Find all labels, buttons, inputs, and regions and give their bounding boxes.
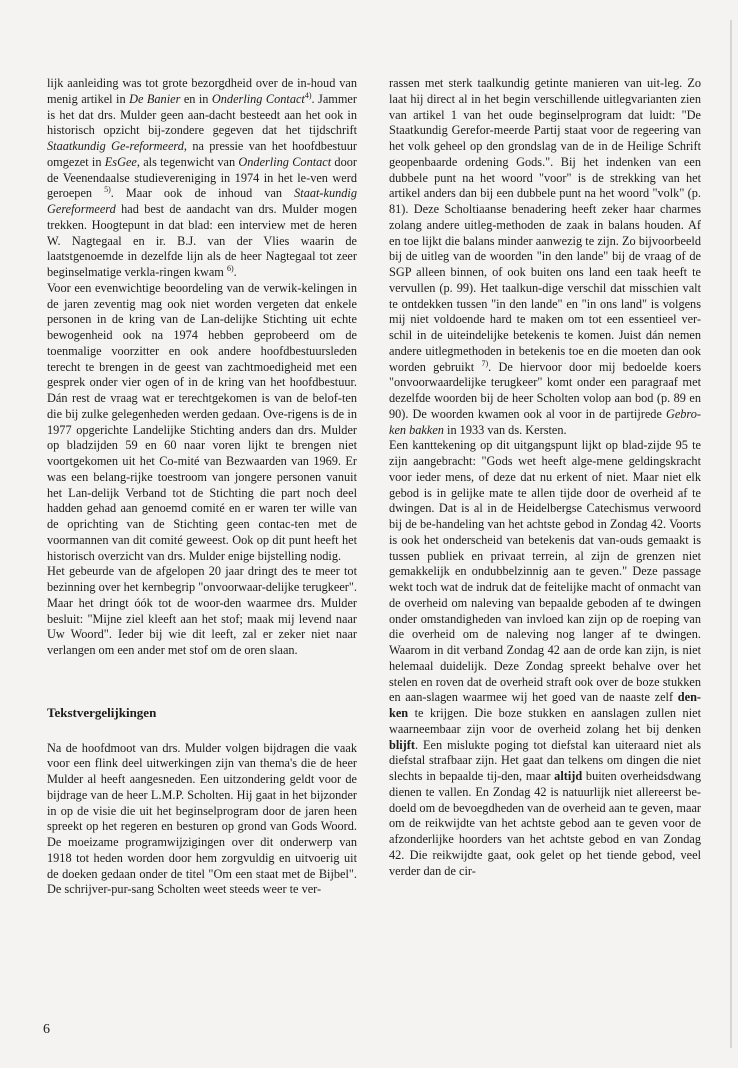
- publication-title: Staatkundig Ge-reformeerd: [47, 139, 184, 153]
- publication-title: Onderling Contact: [211, 91, 305, 106]
- text-run: Een kanttekening op dit uitgangspunt lijkt op blad-zijde 95 te zijn aangebracht: "Gods wet heeft alge-mene geldingskracht voor ieder mens, of deze dat nu erkent of niet. Maar niet elk gebod is in gelijke mate te allen tijde door de overheid af te dwingen. Dat is al in de Heidelbergse Catechismus verwoord bij de be-handeling van het achtste gebod in Zondag 42. Voorts is ook het onderscheid van betekenis dat van-ouds gemaakt is tussen publiek en privaat terrein, al zijn de grenzen niet gemakkelijk en ondubbelzinnig aan te geven." Deze passage wekt toch wat de indruk dat de feitelijke macht of onmacht van de overheid om naleving van bepaalde geboden af te dwingen onder omstandigheden van invloed kan zijn op de roeping van die overheid om de naleving nog langer af te dwingen. Waarom in dit verband Zondag 42 aan de orde kan zijn, is niet helemaal duidelijk. Deze Zondag spreekt behalve over het stelen en roven dat de overheid straft ook over de boze stukken en aan-slagen waarmee wij het goed van de naaste zelf: [389, 438, 701, 705]
- left-paragraph-4: Na de hoofdmoot van drs. Mulder volgen bijdragen die vaak voor een flink deel uitwerkingen zijn van thema's die de heer Mulder al heeft aangesneden. Een uitzondering geldt voor de bijdrage van de heer L.M.P. Scholten. Hij gaat in het bijzonder in op de visie die uit het beginselprogram door de jaren heen spreekt op het regeren en besturen op grond van Gods Woord. De moeizame programwijzigingen over dit onderwerp van 1918 tot heden worden door hem zorgvuldig en uitvoerig uit de doeken gedaan onder de titel "Om een staat met de Bijbel". De schrijver-pur-sang Scholten weet steeds weer te ver-: [47, 740, 357, 897]
- text-run: . Maar ook de inhoud van: [110, 186, 295, 201]
- text-run: te krijgen. Die boze stukken en aanslagen zullen niet waarneembaar zijn voor de overheid zolang het bij denken: [389, 706, 701, 736]
- text-run: . Een mislukte poging tot diefstal kan uiteraard niet als diefstal strafbaar zijn. Het gaat dan telkens om dingen die niet slechts in bepaalde tij-den, maar: [389, 737, 701, 783]
- footnote-ref: 6): [226, 263, 234, 273]
- text-run: door de Veenendaalse studievereniging in 1974 in het le-ven werd geroepen: [47, 154, 357, 201]
- publication-title: EsGee: [104, 154, 137, 169]
- publication-title: De Banier: [129, 91, 181, 106]
- text-run: had best de aandacht van drs. Mulder mogen trekken. Hoogtepunt in dat blad: een interview met de heren W. Nagtegaal en ir. B.J. van der Vlies waarin de laatstgenoemde in dezelfde lijn als de heer Nagtegaal tot zeer beginselmatige verkla-ringen kwam: [47, 202, 357, 279]
- text-run: buiten overheidsdwang dienen te vallen. En Zondag 42 is natuurlijk niet allereerst be-doeld om de bevoegdheden van de overheid aan te geven, maar om de reikwijdte van het achtste gebod aan te geven voor de afzonderlijke hoorders van het achtste gebod en van Zondag 42. Die reikwijdte gaat, ook gelet op het tiende gebod, veel verder dan de cir-: [389, 769, 701, 878]
- scan-edge: [730, 20, 732, 1048]
- page-number: 6: [43, 1022, 50, 1037]
- footnote-ref: 4): [304, 90, 312, 100]
- emphasis: altijd: [554, 769, 583, 783]
- footnote-ref: 5): [104, 185, 111, 195]
- text-run: . De hiervoor door mij bedoelde koers "onvoorwaardelijke terugkeer" komt onder een paragraaf met dezelfde woorden bij de heer Scholten volop aan bod (p. 89 en 90). De woorden kwamen ook al voor in de partijrede: [389, 359, 701, 421]
- footnote-ref: 7): [481, 358, 489, 368]
- text-run: , als tegenwicht van: [136, 154, 239, 169]
- left-paragraph-2: Voor een evenwichtige beoordeling van de verwik-kelingen in de jaren zeventig mag ook niet worden vergeten dat enkele personen in de kring van de Lan-delijke Stichting uit echte bewogenheid ook na 1974 hebben geprobeerd om de toenmalige voorzitter en ook andere hoofdbestuursleden terecht te brengen in de geest van zachtmoedigheid met een gesprek onder vier ogen of in de kring van het hoofdbestuur. Dán rest de vraag wat er terechtgekomen is van de belof-ten die bij zulke gelegenheden werden gedaan. Ove-rigens is de in 1977 opgerichte Landelijke Stichting anders dan drs. Mulder op bladzijden 59 en 60 naar voren lijkt te brengen niet voortgekomen uit het Co-mité van Bezwaarden van 1969. Er was een belang-rijke toestroom van jongere personen vanuit het Lan-delijk Verband tot de Stichting die part noch deel hadden gehad aan genoemd comité en er waren ter wille van de oprichting van de Stichting geen contac-ten met de voormannen van dit comité geweest. Ook op dit punt heeft het historisch overzicht van drs. Mulder enige bijstelling nodig.: [47, 280, 357, 563]
- text-run: . Jammer is het dat drs. Mulder geen aan-dacht besteedt aan het ook in historisch opzicht bij-zondere gegeven dat het tijdschrift: [47, 91, 357, 138]
- emphasis: den-ken: [389, 690, 701, 720]
- text-run: en in: [180, 91, 212, 106]
- publication-title: Staat-kundig Gereformeerd: [47, 186, 357, 216]
- text-run: in 1933 van ds. Kersten.: [443, 422, 567, 437]
- text-run: , na pressie van het hoofdbestuur omgezet in: [47, 139, 357, 169]
- left-paragraph-3: Het gebeurde van de afgelopen 20 jaar dringt des te meer tot bezinning over het kernbegrip "onvoorwaar-delijke terugkeer". Maar het dringt óók tot de woor-den waarmee drs. Mulder besluit: "Mijne ziel kleeft aan het stof; maak mij levend naar Uw Woord". Ieder bij wie dit leeft, zal er zeker niet naar verlangen om een ander met stof om de oren slaan.: [47, 564, 357, 657]
- text-run: .: [233, 265, 237, 279]
- publication-title: Onderling Contact: [238, 154, 332, 169]
- left-column: [47, 76, 357, 898]
- text-run: lijk aanleiding was tot grote bezorgdheid over de in-houd van menig artikel in: [47, 76, 357, 106]
- emphasis: blijft: [389, 737, 415, 752]
- right-column: [389, 76, 701, 879]
- section-heading: Tekstvergelijkingen: [47, 704, 157, 720]
- right-paragraph-1: [389, 76, 701, 438]
- text-run: rassen met sterk taalkundig getinte manieren van uit-leg. Zo laat hij direct al in het begin verschillende uitlegvarianten zien van artikel 1 van het oude beginselprogram dat luidt: "De Staatkundig Gerefor-meerde Partij staat voor de regeering van het volk geheel op den grondslag van de in de Heilige Schrift geopenbaarde ordening Gods.". Bij het indenken van een dubbele punt na het woord "voor" is de strekking van het artikel anders dan bij een dubbele punt na het woord "volk" (p. 81). Deze Scholtiaanse benadering heeft zeker haar charmes zolang andere uitleg-methoden de zaak in balans houden. Af en toe lijkt die balans minder aanwezig te zijn. Zo bijvoorbeeld bij de uitleg van de woorden "in den lande" bij de vraag of de SGP alleen binnen, of ook buiten ons land een taak heeft te vervullen (p. 99). Het taalkun-dige verschil dat misschien valt te ontdekken tussen "in den lande" en "in ons land" is volgens mij niet voldoende hard te maken om tot een essentieel ver-schil in de uiteindelijke betekenis te komen. Juist dán nemen andere uitlegmethoden in betekenis toe en die moeten dan ook worden gebruikt: [389, 76, 701, 374]
- publication-title: Gebro-ken bakken: [389, 406, 701, 437]
- right-paragraph-2: [389, 438, 701, 879]
- left-paragraph-1: [47, 76, 357, 281]
